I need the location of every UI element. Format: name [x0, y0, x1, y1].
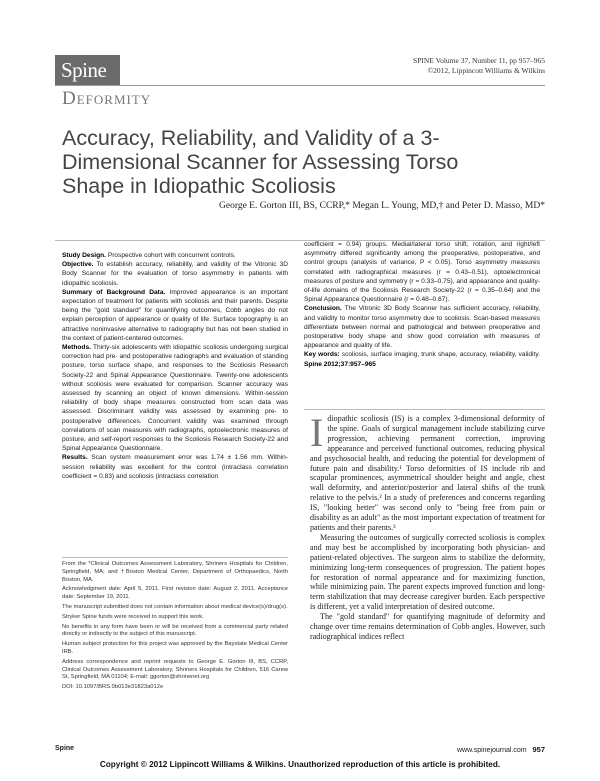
note-funding: Stryker Spine funds were received to support this work. — [62, 613, 204, 620]
body-paragraph-3: The "gold standard" for quantifying magnitude of deformity and change over time remains determination of Cobb angles. However, such radiographical indices reflect — [310, 612, 545, 641]
article-body — [310, 410, 545, 642]
body-paragraph-1: Idiopathic scoliosis (IS) is a complex 3-dimensional deformity of the spine. Goals of surgical management include stabilizing curve progression, achieving permanent correction, improving appearance and perceived functional outcomes, reducing physical and psychosocial health, and reducing the potential for development of future pain and disability.¹ Torso deformities of IS include rib and scapular prominences, asymmetrical shoulder height and angle, chest wall deformity, and anterior/posterior and lateral shifts of the trunk relative to the pelvis.² In a study of preferences and concerns regarding IS, "looking better" was second only to "being free from pain or disability as an adult" as the most important expectation of treatment for patients and their parents.³ — [310, 410, 545, 532]
abstract-conclusion: Conclusion. The Vitronic 3D Body Scanner has sufficient accuracy, reliability, and validity to monitor torso asymmetry due to scoliosis. Scan-based measures differentiate between normal and pathological and between preoperative and postoperative body shape and show good correlation with measures of appearance and quality of life. — [304, 305, 541, 350]
abstract-results-continued: coefficient = 0.94) groups. Medial/lateral torso shift, rotation, and right/left asymmetry differed significantly among the preoperative, postoperative, and control groups (analysis of variance, P < 0.05). Torso asymmetry measures correlated with radiographical measures (r = 0.43–0.51), optoelectronical measures of posture and symmetry (r = 0.33–0.75), and appearance and quality-of-life domains of the Scoliosis Research Society-22 (r = 0.35–0.64) and the Spinal Appearance Questionnaire (r = 0.48–0.67). — [304, 241, 540, 304]
body-paragraph-2: Measuring the outcomes of surgically corrected scoliosis is complex and may best be accomplished by incorporating both physician- and patient-related objectives. The surgeon aims to stabilize the deformity, minimizing long-term consequences of progression. The patient hopes for restoration of normal appearance and for maximizing function, while minimizing pain. The parent expects improved function and long-term stabilization that may decrease caregiver burden. Each perspective is different, yet a valid interpretation of desired outcome. — [310, 532, 545, 612]
journal-url[interactable]: www.spinejournal.com — [456, 747, 527, 754]
abstract-methods: Methods. Thirty-six adolescents with idiopathic scoliosis undergoing surgical correction had pre- and postoperative radiographs and evaluation of standing posture, torso surface shape, and responses to the Scoliosis Research Society-22 and Spinal Appearance Questionnaire. Twenty-one adolescents without scoliosis were evaluated for comparison. Scanner accuracy was assessed by scanning an object of known dimensions. Within-session reliability of body shape measures constructed from scan data was assessed. Discriminant validity was assessed by examining pre- to postoperative differences. Concurrent validity was examined through correlations of scan measures with radiographs, optoelectronic measures of posture, and self-report responses to the Scoliosis Research Society-22 and Spinal Appearance Questionnaire. — [62, 344, 288, 453]
footer-journal: Spine — [55, 745, 75, 752]
abstract-keywords: Key words: scoliosis, surface imaging, trunk shape, accuracy, reliability, validity. Spine 2012;37:957–965 — [304, 351, 540, 368]
page-number: 957 — [532, 745, 545, 754]
author-list: George E. Gorton III, BS, CCRP,* Megan L. Young, MD,† and Peter D. Masso, MD* — [219, 201, 545, 211]
journal-volume: SPINE Volume 37, Number 11, pp 957–965 — [413, 56, 545, 65]
abstract-study-design: Study Design. Prospective cohort with concurrent controls. — [62, 252, 236, 259]
footnotes — [62, 561, 288, 694]
copyright-notice: Copyright © 2012 Lippincott Williams & Wilkins. Unauthorized reproduction of this article is prohibited. — [99, 760, 501, 769]
journal-logo — [55, 55, 120, 85]
drop-cap: I — [310, 410, 324, 455]
abstract-results: Results. Scan system measurement error was 1.74 ± 1.56 mm. Within-session reliability was excellent for the control (intraclass correlation coefficient = 0.83) and scoliosis (intraclass correlation — [62, 454, 288, 480]
abstract-objective: Objective. To establish accuracy, reliability, and validity of the Vitronic 3D Body Scanner for the evaluation of torso asymmetry in patients with idiopathic scoliosis. — [62, 261, 289, 287]
logo-text: Spine — [61, 58, 107, 82]
section-heading: Deformity — [62, 88, 152, 109]
header-divider — [55, 85, 545, 86]
citation: Spine 2012;37:957–965 — [304, 360, 376, 368]
footer-right — [457, 745, 545, 754]
note-doi: DOI: 10.1097/BRS.0b013e31823a012e — [62, 684, 164, 691]
note-device: The manuscript submitted does not contain information about medical device(s)/drug(s). — [62, 603, 288, 610]
article-title: Accuracy, Reliability, and Validity of a 3-Dimensional Scanner for Assessing Torso Shape in Idiopathic Scoliosis — [62, 126, 459, 198]
journal-info — [413, 56, 545, 76]
note-correspondence: Address correspondence and reprint requests to George E. Gorton III, BS, CCRP, Clinical Outcomes Assessment Laboratory, Shriners Hospitals for Children, 516 Carew St, Springfield, MA 01104; E-mail: ggorton@shrinenet.org — [62, 658, 288, 681]
note-dates: Acknowledgment date: April 5, 2011. First revision date: August 2, 2011. Acceptance date: September 19, 2011. — [62, 586, 288, 601]
journal-copyright: ©2012, Lippincott Williams & Wilkins — [427, 66, 545, 75]
note-irb: Human subject protection for this project was approved by the Baystate Medical Center IRB. — [62, 641, 288, 655]
footnote-rule — [62, 557, 288, 558]
abstract-bottom-rule — [304, 409, 545, 410]
abstract-right-column — [304, 240, 540, 369]
abstract-background: Summary of Background Data. Improved appearance is an important expectation of treatment for patients with scoliosis and their parents. Despite being the "gold standard" for quantifying outcomes, Cobb angles do not explain perception of appearance or quality of life. Surface topography is an attractive noninvasive alternative to radiography but has not been studied in the context of patient-centered outcomes. — [62, 288, 288, 342]
note-affiliations: From the *Clinical Outcomes Assessment Laboratory, Shriners Hospitals for Children, Springfield, MA; and †Boston Medical Center, Department of Orthopaedics, North Boston, MA. — [62, 561, 288, 583]
note-benefits: No benefits in any form have been or will be received from a commercial party related directly or indirectly to the subject of this manuscript. — [62, 623, 288, 638]
abstract-left-column — [62, 251, 288, 481]
